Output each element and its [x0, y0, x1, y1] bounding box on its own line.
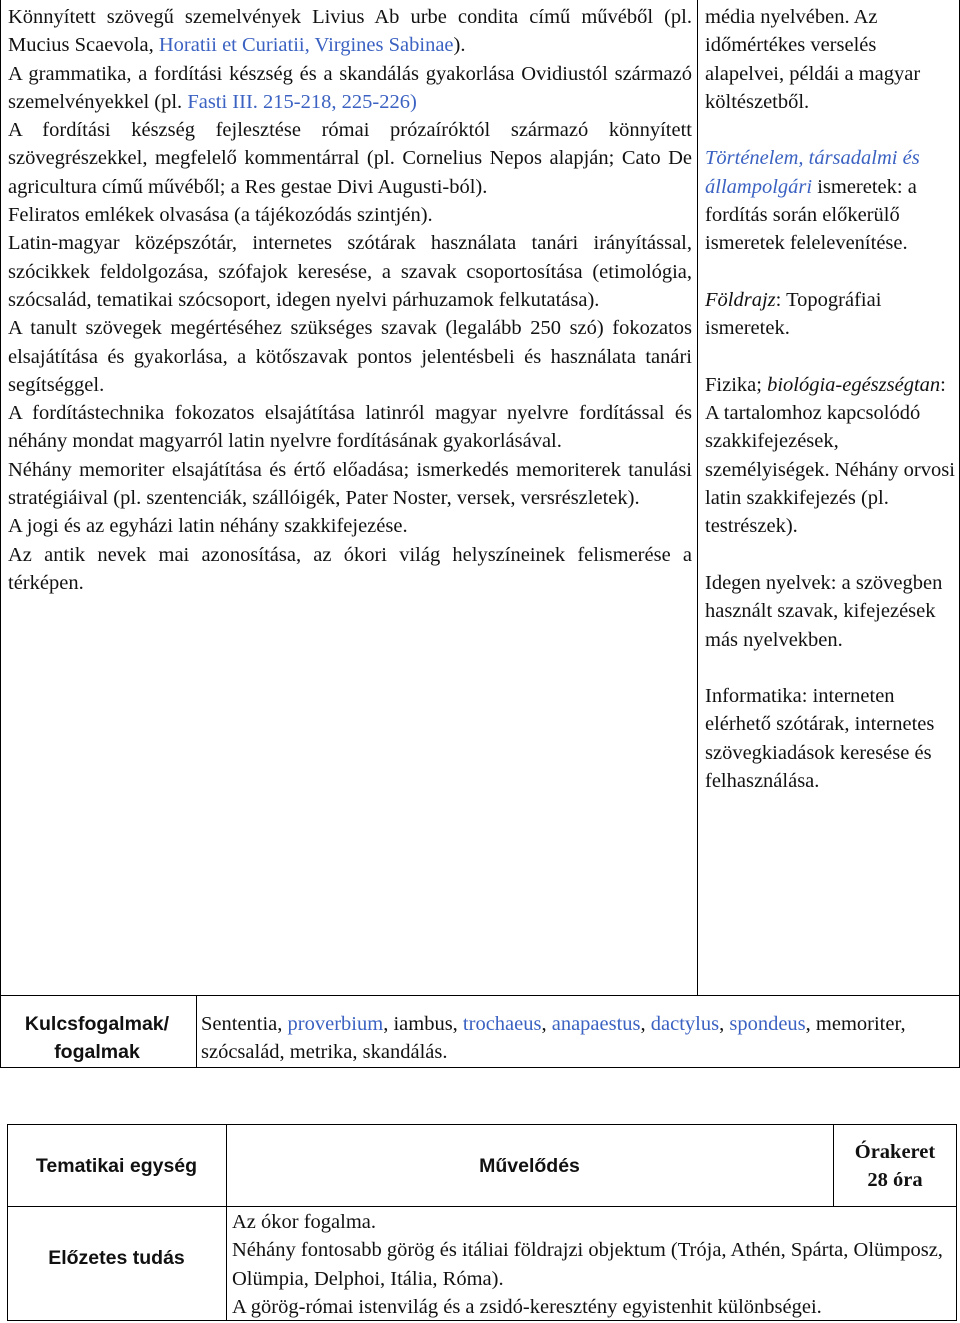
activity-paragraph: [8, 201, 692, 229]
activity-paragraph: [8, 541, 692, 598]
text-run: Informatika: interneten elérhető szótárak, internetes szövegkiadások keresése és felhasználása.: [705, 685, 935, 793]
connections-text: [705, 3, 955, 795]
activity-paragraph: [8, 512, 692, 540]
text-run: Földrajz: [705, 288, 776, 311]
term-link: trochaeus: [462, 1013, 542, 1035]
connection-paragraph: [705, 569, 955, 654]
text-run: ).: [453, 34, 466, 57]
row-divider: [0, 995, 960, 996]
text-run: Idegen nyelvek: a szövegben használt szavak, kifejezések más nyelvekben.: [705, 571, 943, 651]
text-run: Feliratos emlékek olvasása (a tájékozódás szintjén).: [8, 204, 433, 227]
unit-title: Művelődés: [479, 1155, 580, 1177]
text-run: biológia-egészségtan: [767, 373, 941, 396]
connection-paragraph: [705, 3, 955, 116]
text-run: A tanult szövegek megértéséhez szükséges szavak (legalább 250 szó) fokozatos elsajátítása és gyakorlása, a kötőszavak pontos jelentésbeli és használata tanári segítséggel.: [8, 317, 692, 396]
keywords-label: Kulcsfogalmak/ fogalmak: [24, 1013, 170, 1064]
text-run: : Topográfiai ismeretek.: [705, 288, 882, 340]
prior-knowledge-text: [232, 1208, 954, 1321]
term-link: anapaestus: [551, 1013, 641, 1035]
connection-paragraph: [705, 371, 955, 541]
activity-paragraph: [8, 456, 692, 513]
hours-cell: [835, 1138, 955, 1195]
text-run: ,: [719, 1013, 730, 1035]
text-run: ,: [541, 1013, 552, 1035]
prior-line: Néhány fontosabb görög és itáliai földrajzi objektum (Trója, Athén, Spárta, Olümposz, Olümpia, Delphoi, Itália, Róma).: [232, 1239, 943, 1290]
term-link: dactylus: [650, 1013, 720, 1035]
prior-line: Az ókor fogalma.: [232, 1211, 377, 1233]
keyword-divider: [196, 995, 197, 1068]
text-run: , iambus,: [383, 1013, 463, 1035]
column-divider: [697, 0, 698, 995]
term-link: Fasti III. 215-218, 225-226): [187, 90, 417, 113]
activity-paragraph: [8, 229, 692, 314]
text-run: Sententia,: [201, 1013, 288, 1035]
activities-column: [8, 3, 692, 597]
prior-line: A görög-római istenvilág és a zsidó-keresztény egyistenhit különbségei.: [232, 1295, 822, 1318]
text-run: A jogi és az egyházi latin néhány szakkifejezése.: [8, 515, 408, 538]
term-link: Történelem, társadalmi és állampolgári: [705, 147, 920, 198]
connection-paragraph: [705, 682, 955, 795]
activity-paragraph: [8, 314, 692, 399]
unit-table-right: [956, 1124, 957, 1321]
text-run: , memoriter, szócsalád, metrika, skandálás.: [201, 1013, 906, 1064]
theme-label: Tematikai egység: [35, 1155, 198, 1177]
unit-table-row-divider: [7, 1206, 957, 1207]
unit-table-top: [7, 1124, 957, 1125]
term-link: spondeus: [729, 1013, 806, 1035]
text-run: ismeretek: a fordítás során előkerülő ismeretek felelevenítése.: [705, 175, 917, 255]
text-run: A fordítási készség fejlesztése római prózaíróktól származó könnyített szövegrészekkel, megfelelő kommentárral (pl. Cornelius Nepos alapján; Cato De agricultura című művéből; a Res gestae Divi Augusti-ból).: [8, 119, 692, 198]
text-run: ,: [640, 1013, 651, 1035]
text-run: : A tartalomhoz kapcsolódó szakkifejezések, személyiségek. Néhány orvosi latin szakkifejezés (pl. testrészek).: [705, 373, 955, 538]
term-link: Horatii et Curiatii, Virgines Sabinae: [158, 34, 454, 57]
text-run: Fizika;: [705, 373, 768, 396]
text-run: média nyelvében. Az időmértékes verselés alapelvei, példái a magyar költészetből.: [705, 6, 921, 113]
keywords-text: [201, 1010, 955, 1067]
unit-table-left: [7, 1124, 8, 1321]
activities-text: [8, 3, 692, 597]
prior-knowledge-label: Előzetes tudás: [48, 1247, 185, 1269]
text-run: Az antik nevek mai azonosítása, az ókori világ helyszíneinek felismerése a térképen.: [8, 543, 692, 594]
text-run: A fordítástechnika fokozatos elsajátítása latinról magyar nyelvre fordítással és néhány mondat magyarról latin nyelvre fordításának gyakorlásával.: [8, 402, 692, 453]
activity-paragraph: [8, 116, 692, 201]
text-run: Latin-magyar középszótár, internetes szótárak használata tanári irányítással, szócikkek feldolgozása, szófajok keresése, a szavak csoportosítása (etimológia, szócsalád, tematikai szócsoport, idegen nyelvi párhuzamok felkutatása).: [8, 232, 692, 311]
hours-label: Órakeret: [854, 1141, 936, 1163]
table-border-left: [0, 0, 1, 1068]
connection-paragraph: [705, 286, 955, 343]
unit-table-col-divider: [226, 1124, 227, 1321]
hours-value: 28 óra: [867, 1169, 923, 1192]
activity-paragraph: [8, 60, 692, 117]
term-link: proverbium: [287, 1013, 384, 1035]
activity-paragraph: [8, 399, 692, 456]
table-border-bottom: [0, 1067, 960, 1068]
unit-table-hours-divider: [833, 1124, 834, 1206]
connections-column: [705, 3, 955, 824]
connection-paragraph: [705, 144, 955, 257]
activity-paragraph: [8, 3, 692, 60]
text-run: Könnyített szövegű szemelvények Livius Ab urbe condita című művéből (pl. Mucius Scaevola,: [8, 6, 692, 57]
text-run: Néhány memoriter elsajátítása és értő előadása; ismerkedés memoriterek tanulási stratégiáival (pl. szentenciák, szállóigék, Pater Noster, versek, versrészletek).: [8, 458, 692, 510]
text-run: A grammatika, a fordítási készség és a skandálás gyakorlása Ovidiustól származó szemelvényekkel (pl.: [8, 62, 692, 113]
